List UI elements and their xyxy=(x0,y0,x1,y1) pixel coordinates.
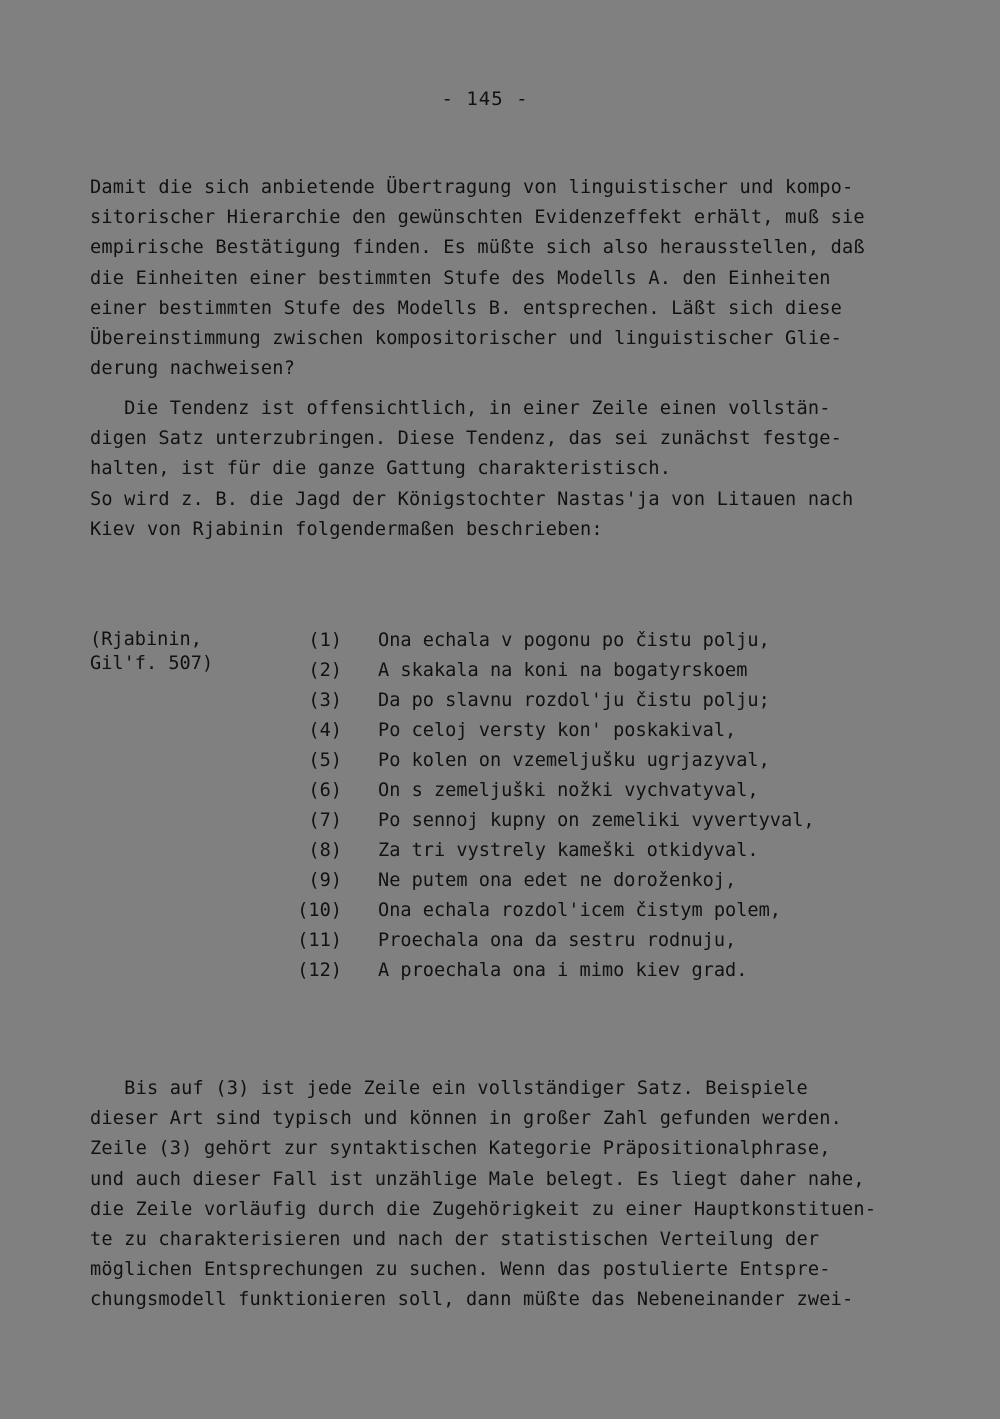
verse-line xyxy=(290,626,770,656)
verse-text: Proechala ona da sestru rodnuju, xyxy=(378,930,737,951)
verse-line xyxy=(290,926,737,956)
citation-line: (Rjabinin, xyxy=(90,629,202,650)
text-line: Die Tendenz ist offensichtlich, in einer Zeile einen vollstän- xyxy=(90,398,831,419)
text-line: und auch dieser Fall ist unzählige Male belegt. Es liegt daher nahe, xyxy=(90,1168,865,1190)
text-line: te zu charakterisieren und nach der statistischen Verteilung der xyxy=(90,1229,820,1251)
verse-line xyxy=(290,686,770,716)
verse-number: (2) xyxy=(308,660,342,681)
text-line: So wird z. B. die Jagd der Königstochter Nastas'ja von Litauen nach xyxy=(90,488,854,510)
text-line: halten, ist für die ganze Gattung charakteristisch. xyxy=(90,458,672,480)
verse-number: (3) xyxy=(308,690,342,711)
verse-number: (9) xyxy=(308,870,342,891)
text-line: die Einheiten einer bestimmten Stufe des Modells A. den Einheiten xyxy=(90,267,831,289)
page-number: - 145 - xyxy=(441,88,529,110)
citation-line: Gil'f. 507) xyxy=(90,653,214,674)
paragraph-analysis xyxy=(90,1074,920,1316)
verse-line xyxy=(290,746,770,776)
verse-text: Za tri vystrely kameški otkidyval. xyxy=(378,840,759,861)
verse-line xyxy=(290,806,815,836)
verse-line xyxy=(290,836,759,866)
verse-text: Da po slavnu rozdol'ju čistu polju; xyxy=(378,690,770,711)
verse-text: A proechala ona i mimo kiev grad. xyxy=(378,960,748,981)
text-line: Kiev von Rjabinin folgendermaßen beschrieben: xyxy=(90,518,603,540)
verse-line xyxy=(290,776,759,806)
text-line: sitorischer Hierarchie den gewünschten Evidenzeffekt erhält, muß sie xyxy=(90,207,865,229)
text-line: digen Satz unterzubringen. Diese Tendenz, das sei zunächst festge- xyxy=(90,428,843,450)
text-line: die Zeile vorläufig durch die Zugehörigkeit zu einer Hauptkonstituen- xyxy=(90,1198,877,1220)
verse-line xyxy=(290,656,748,686)
verse-text: Ne putem ona edet ne doroženkoj, xyxy=(378,870,737,891)
citation-source xyxy=(90,628,213,676)
paragraph-tendency xyxy=(90,394,920,545)
verse-number: (5) xyxy=(308,750,342,771)
verse-number: (1) xyxy=(308,630,342,651)
verse-text: Ona echala rozdol'icem čistym polem, xyxy=(378,900,781,921)
verse-number: (6) xyxy=(308,780,342,801)
text-line: chungsmodell funktionieren soll, dann müßte das Nebeneinander zwei- xyxy=(90,1289,854,1311)
text-line: dieser Art sind typisch und können in großer Zahl gefunden werden. xyxy=(90,1108,843,1130)
verse-number: (8) xyxy=(308,840,342,861)
verse-number: (4) xyxy=(308,720,342,741)
text-line: derung nachweisen? xyxy=(90,358,296,380)
text-line: Damit die sich anbietende Übertragung von linguistischer und kompo- xyxy=(90,177,854,198)
verse-text: Po sennoj kupny on zemeliki vyvertyval, xyxy=(378,810,815,831)
text-line: Bis auf (3) ist jede Zeile ein vollständiger Satz. Beispiele xyxy=(90,1078,808,1099)
verse-number: (12) xyxy=(297,960,342,981)
verse-line xyxy=(290,956,748,986)
verse-text: Po celoj versty kon' poskakival, xyxy=(378,720,737,741)
verse-text: A skakala na koni na bogatyrskoem xyxy=(378,660,748,681)
verse-number: (11) xyxy=(297,930,342,951)
verse-line xyxy=(290,866,737,896)
text-line: einer bestimmten Stufe des Modells B. entsprechen. Läßt sich diese xyxy=(90,297,843,319)
verse-text: Ona echala v pogonu po čistu polju, xyxy=(378,630,770,651)
verse-text: On s zemeljuški nožki vychvatyval, xyxy=(378,780,759,801)
verse-line xyxy=(290,896,781,926)
paragraph-intro xyxy=(90,173,920,384)
text-line: möglichen Entsprechungen zu suchen. Wenn das postulierte Entspre- xyxy=(90,1259,831,1281)
text-line: Zeile (3) gehört zur syntaktischen Kategorie Präpositionalphrase, xyxy=(90,1138,831,1160)
verse-text: Po kolen on vzemeljušku ugrjazyval, xyxy=(378,750,770,771)
verse-line xyxy=(290,716,737,746)
verse-number: (7) xyxy=(308,810,342,831)
verse-number: (10) xyxy=(297,900,342,921)
text-line: empirische Bestätigung finden. Es müßte sich also herausstellen, daß xyxy=(90,237,865,259)
text-line: Übereinstimmung zwischen kompositorischer und linguistischer Glie- xyxy=(90,328,843,350)
